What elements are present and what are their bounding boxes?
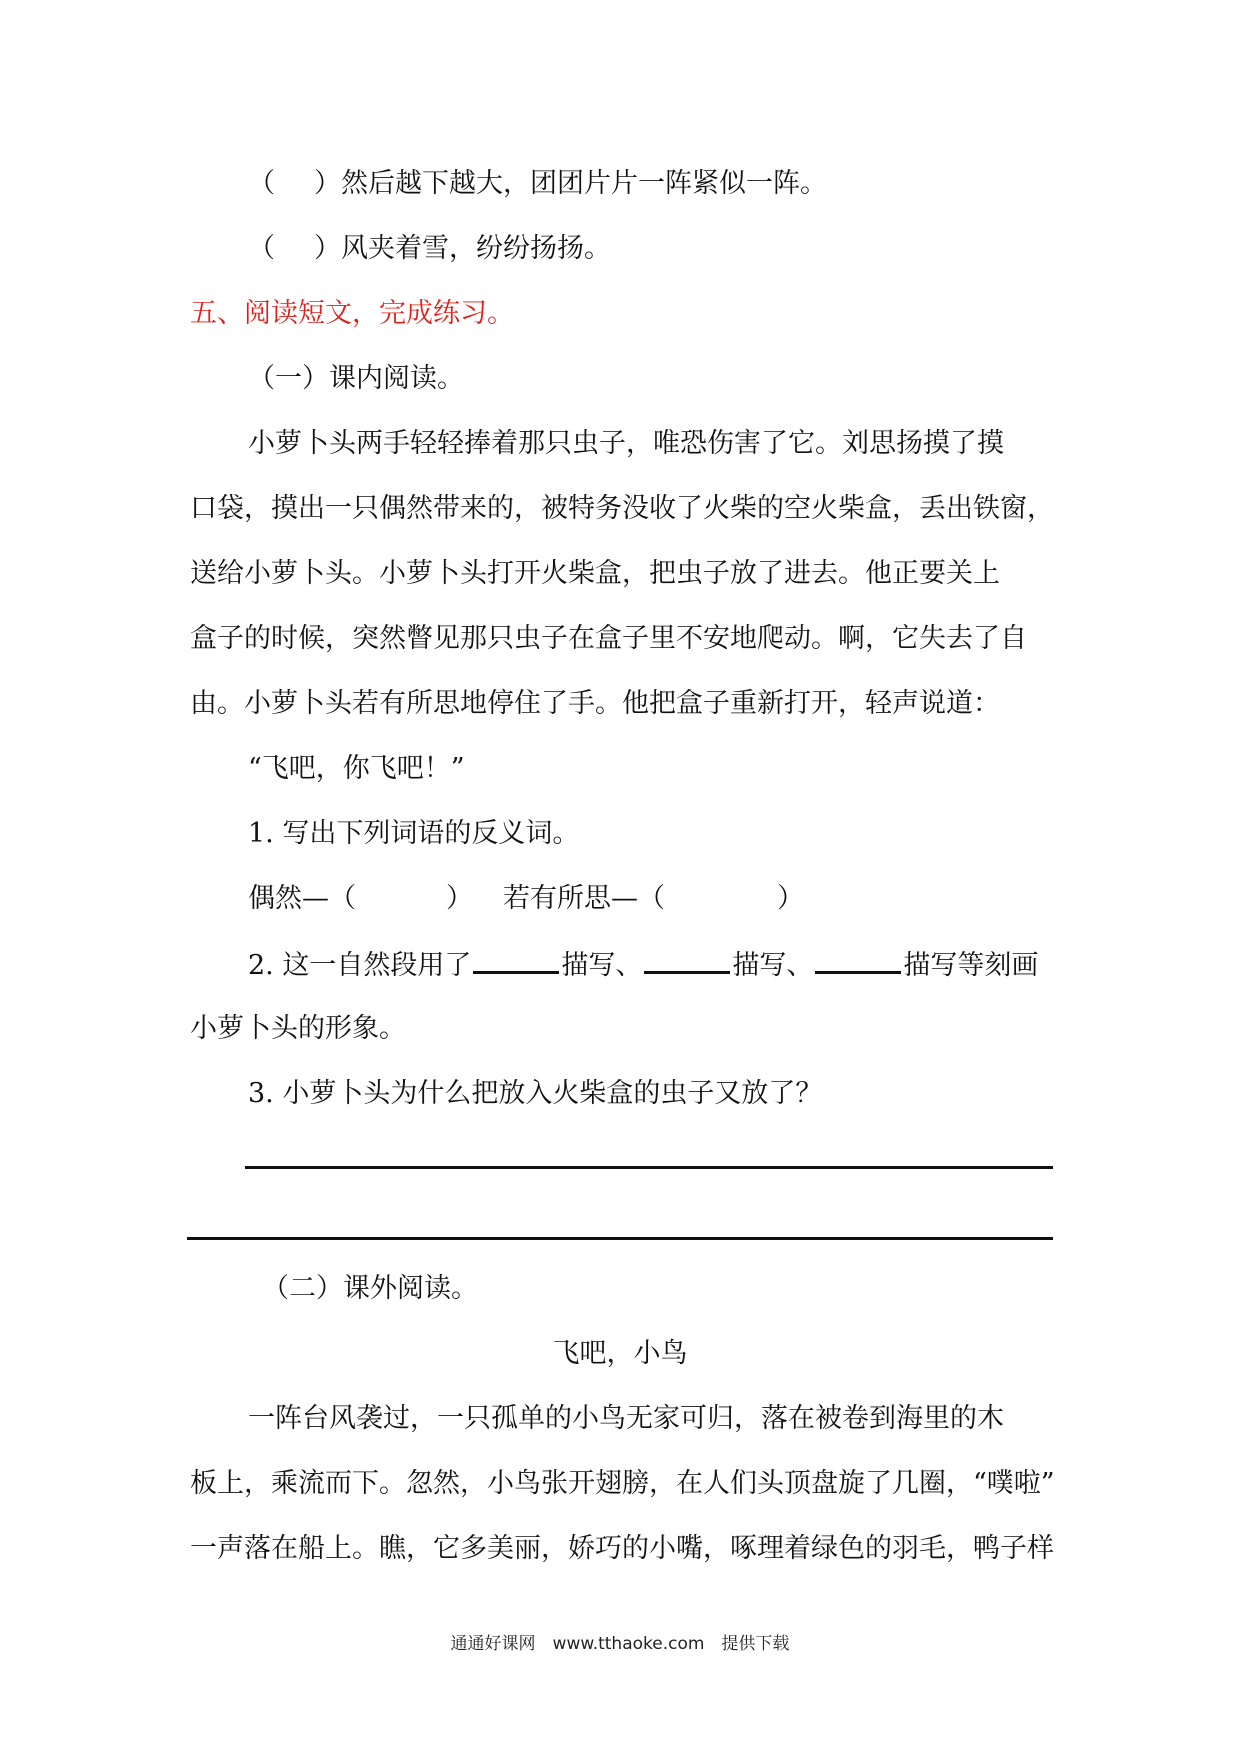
fill-line-text: 风夹着雪，纷纷扬扬。 <box>341 233 611 264</box>
question-2 <box>248 947 1038 983</box>
passage-1-line: 口袋，摸出一只偶然带来的，被特务没收了火柴的空火柴盒，丢出铁窗， <box>190 493 1054 524</box>
antonym-item-2-close: ） <box>777 883 804 914</box>
passage-2-line: 一声落在船上。瞧，它多美丽，娇巧的小嘴，啄理着绿色的羽毛，鸭子样 <box>190 1533 1054 1564</box>
part-1-title: （一）课内阅读。 <box>248 363 464 394</box>
page-footer: 通通好课网 www.tthaoke.com 提供下载 <box>450 1634 790 1654</box>
answer-line-2[interactable] <box>187 1237 1053 1240</box>
question-2-part-a: 描写、 <box>561 950 643 981</box>
question-2-line-2: 小萝卜头的形象。 <box>190 1013 406 1044</box>
fill-line-text: 然后越下越大，团团片片一阵紧似一阵。 <box>341 168 827 199</box>
paren-close: ） <box>314 168 341 199</box>
antonym-item-2: 若有所思—（ <box>503 883 665 914</box>
answer-blank-c[interactable] <box>815 947 901 974</box>
answer-blank-b[interactable] <box>644 947 730 974</box>
passage-1-line: 盒子的时候，突然瞥见那只虫子在盒子里不安地爬动。啊，它失去了自 <box>190 623 1027 654</box>
question-3: 3. 小萝卜头为什么把放入火柴盒的虫子又放了？ <box>248 1078 823 1109</box>
part-2-title: （二）课外阅读。 <box>262 1273 478 1304</box>
fill-line-1 <box>248 167 827 201</box>
passage-1-quote: “飞吧，你飞吧！” <box>248 753 465 784</box>
passage-2-line: 板上，乘流而下。忽然，小鸟张开翅膀，在人们头顶盘旋了几圈，“噗啦” <box>190 1468 1055 1499</box>
passage-1-line: 送给小萝卜头。小萝卜头打开火柴盒，把虫子放了进去。他正要关上 <box>190 558 1000 589</box>
question-1: 1. 写出下列词语的反义词。 <box>248 818 580 849</box>
paren-close: ） <box>314 233 341 264</box>
section-5-title: 五、阅读短文，完成练习。 <box>190 298 514 329</box>
story-title: 飞吧，小鸟 <box>552 1338 688 1369</box>
question-2-part-b: 描写、 <box>732 950 814 981</box>
answer-blank-a[interactable] <box>473 947 559 974</box>
antonym-item-1-close: ） <box>446 883 473 914</box>
question-2-prefix: 2. 这一自然段用了 <box>248 950 472 981</box>
antonym-item-1: 偶然—（ <box>248 883 356 914</box>
question-1-items <box>248 882 804 916</box>
paren-open[interactable]: （ <box>248 233 275 264</box>
paren-open[interactable]: （ <box>248 168 275 199</box>
question-2-part-c: 描写等刻画 <box>903 950 1039 981</box>
passage-1-line: 由。小萝卜头若有所思地停住了手。他把盒子重新打开，轻声说道： <box>190 688 1000 719</box>
fill-line-2 <box>248 232 611 266</box>
passage-2-line: 一阵台风袭过，一只孤单的小鸟无家可归，落在被卷到海里的木 <box>248 1403 1004 1434</box>
passage-1-line: 小萝卜头两手轻轻捧着那只虫子，唯恐伤害了它。刘思扬摸了摸 <box>248 428 1004 459</box>
answer-line-1[interactable] <box>245 1166 1053 1169</box>
